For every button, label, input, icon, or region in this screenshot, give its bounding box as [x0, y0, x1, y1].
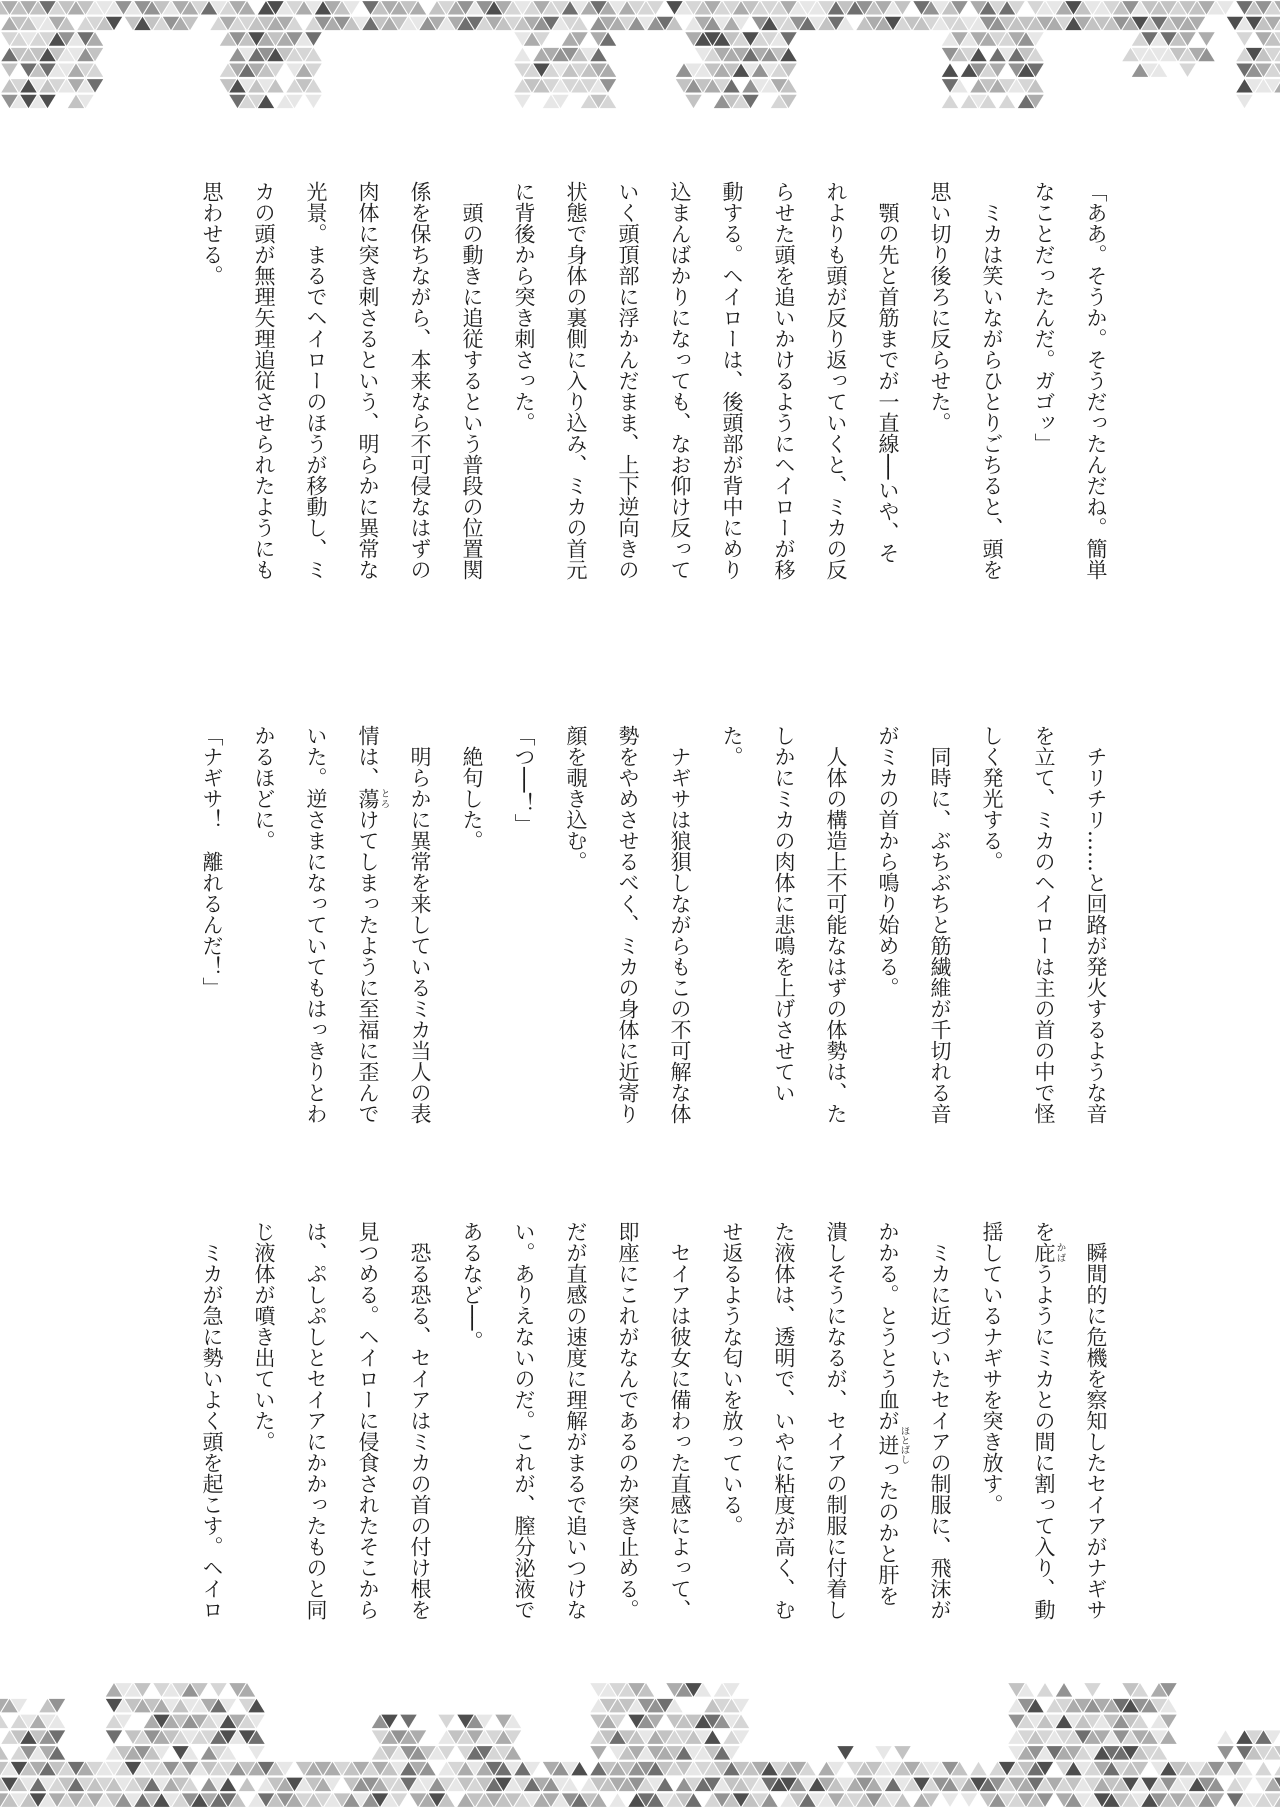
paragraph: ミカが急に勢いよく頭を起こす。ヘイロ — [200, 1242, 224, 1620]
triangle-mosaic-bottom-border — [0, 1682, 1280, 1808]
paragraph: 恐る恐る、セイアはミカの首の付け根を見つめる。ヘイローに侵食されたそこからは、ぷしぷしとセイアにかかったものと同じ液体が噴き出ていた。 — [252, 1221, 432, 1620]
paragraph: 「ナギサ！ 離れるんだ！」 — [200, 725, 224, 998]
paragraph: 顎の先と首筋までが一直線──いや、それよりも頭が反り返っていくと、ミカの反らせた頭を追いかけるようにヘイローが移動する。ヘイローは、後頭部が背中にめり込まんばかりになっても、なお仰け反っていく頭頂部に浮かんだまま、上下逆向きの状態で身体の裏側に入り込み、ミカの首元に背後から突き刺さった。 — [512, 181, 900, 580]
paragraph: ミカに近づいたセイアの制服に、飛沫がかかる。とうとう血が迸ほとばしったのかと肝を潰しそうになるが、セイアの制服に付着した液体は、透明で、いやに粘度が高く、むせ返るような匂いを放っている。 — [720, 1221, 952, 1620]
furigana-ruby: 蕩とろ — [356, 788, 390, 809]
paragraph: ナギサは狼狽しながらもこの不可解な体勢をやめさせるべく、ミカの身体に近寄り顔を覗き込む。 — [564, 725, 692, 1124]
paragraph: 人体の構造上不可能なはずの体勢は、たしかにミカの肉体に悲鳴を上げさせていた。 — [720, 725, 848, 1124]
text-section-1 — [186, 181, 1122, 581]
text-section-2 — [186, 725, 1122, 1125]
paragraph: 絶句した。 — [460, 746, 484, 851]
furigana-ruby: 庇かば — [1032, 1242, 1066, 1263]
paragraph: 同時に、ぶちぶちと筋繊維が千切れる音がミカの首から鳴り始める。 — [876, 725, 952, 1124]
text-section-3 — [186, 1221, 1122, 1621]
triangle-mosaic-top-border — [0, 0, 1280, 110]
paragraph: 瞬間的に危機を察知したセイアがナギサを庇かばうようにミカとの間に割って入り、動揺しているナギサを突き放す。 — [980, 1221, 1108, 1620]
paragraph: チリチリ……と回路が発火するような音を立て、ミカのヘイローは主の首の中で怪しく発光する。 — [980, 725, 1108, 1124]
paragraph: 明らかに異常を来しているミカ当人の表情は、蕩とろけてしまったように至福に歪んでいた。逆さまになっていてもはっきりとわかるほどに。 — [252, 725, 432, 1124]
paragraph: 「ああ。そうか。そうだったんだね。簡単なことだったんだ。ガゴッ」 — [1032, 181, 1108, 580]
furigana-ruby: 迸ほとばし — [876, 1426, 910, 1464]
paragraph: 頭の動きに追従するという普段の位置関係を保ちながら、本来なら不可侵なはずの肉体に突き刺さるという、明らかに異常な光景。まるでヘイローのほうが移動し、ミカの頭が無理矢理追従させられたようにも思わせる。 — [200, 181, 484, 580]
paragraph: ミカは笑いながらひとりごちると、頭を思い切り後ろに反らせた。 — [928, 181, 1004, 580]
paragraph: セイアは彼女に備わった直感によって、即座にこれがなんであるのか突き止める。だが直感の速度に理解がまるで追いつけない。ありえないのだ。これが、膣分泌液であるなど──。 — [460, 1221, 692, 1620]
paragraph: 「つ──！」 — [512, 725, 536, 835]
